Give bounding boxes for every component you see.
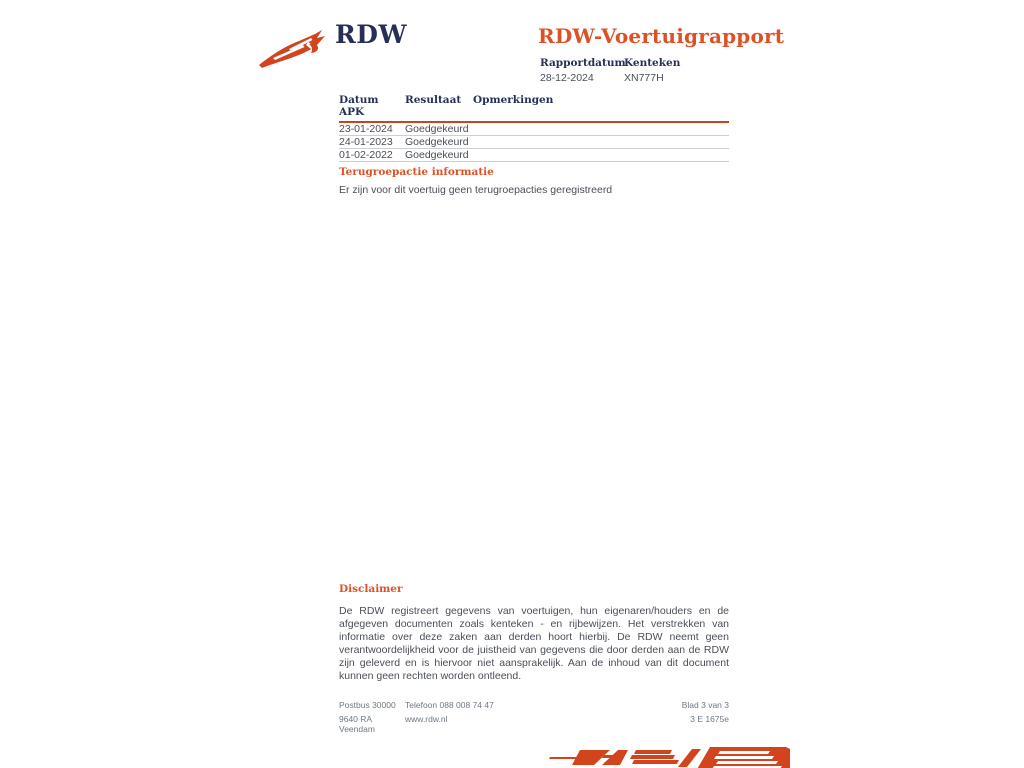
table-row (339, 149, 729, 162)
apk-date: 24-01-2023 (339, 136, 393, 148)
table-header-row (339, 94, 729, 123)
rdw-stripes-decoration-icon (548, 745, 790, 768)
apk-result: Goedgekeurd (405, 149, 469, 161)
disclaimer-section (339, 583, 729, 683)
report-title: RDW-Voertuigrapport (538, 24, 785, 48)
apk-date: 23-01-2024 (339, 123, 393, 135)
page-footer (339, 700, 729, 734)
report-date-label: Rapportdatum (540, 57, 626, 69)
apk-result: Goedgekeurd (405, 123, 469, 135)
recall-text: Er zijn voor dit voertuig geen terugroepacties geregistreerd (339, 184, 613, 196)
column-header-opmerkingen: Opmerkingen (473, 94, 554, 106)
footer-form-code: 3 E 1675e (690, 714, 729, 724)
rdw-logotype: RDW (335, 20, 408, 49)
apk-history-table (339, 94, 729, 162)
table-row (339, 136, 729, 149)
footer-phone: Telefoon 088 008 74 47 (405, 700, 494, 710)
column-header-datum-apk: Datum APK (339, 94, 379, 118)
footer-address-line1: Postbus 30000 (339, 700, 396, 710)
column-header-resultaat: Resultaat (405, 94, 462, 106)
license-plate-label: Kenteken (624, 57, 681, 69)
footer-page-indicator: Blad 3 van 3 (681, 700, 729, 710)
footer-website: www.rdw.nl (405, 714, 448, 724)
license-plate-value: XN777H (624, 72, 664, 84)
recall-section (339, 166, 729, 196)
disclaimer-text: De RDW registreert gegevens van voertuigen, hun eigenaren/houders en de afgegeven documenten zoals kenteken - en rijbewijzen. Het verstrekken van informatie over deze zaken aan derden hoort hierbij. De RDW neemt geen verantwoordelijkheid voor de juistheid van gegevens die door derden aan de RDW zijn geleverd en is hiervoor niet aansprakelijk. Aan de inhoud van dit document kunnen geen rechten worden ontleend. (339, 605, 729, 682)
apk-result: Goedgekeurd (405, 136, 469, 148)
report-date-value: 28-12-2024 (540, 72, 594, 84)
disclaimer-heading: Disclaimer (339, 583, 403, 595)
rdw-wing-logo-icon (259, 29, 329, 71)
recall-heading: Terugroepactie informatie (339, 166, 494, 178)
report-meta (540, 57, 680, 84)
apk-date: 01-02-2022 (339, 149, 393, 161)
footer-address-line2: 9640 RA Veendam (339, 714, 375, 734)
table-row (339, 123, 729, 136)
